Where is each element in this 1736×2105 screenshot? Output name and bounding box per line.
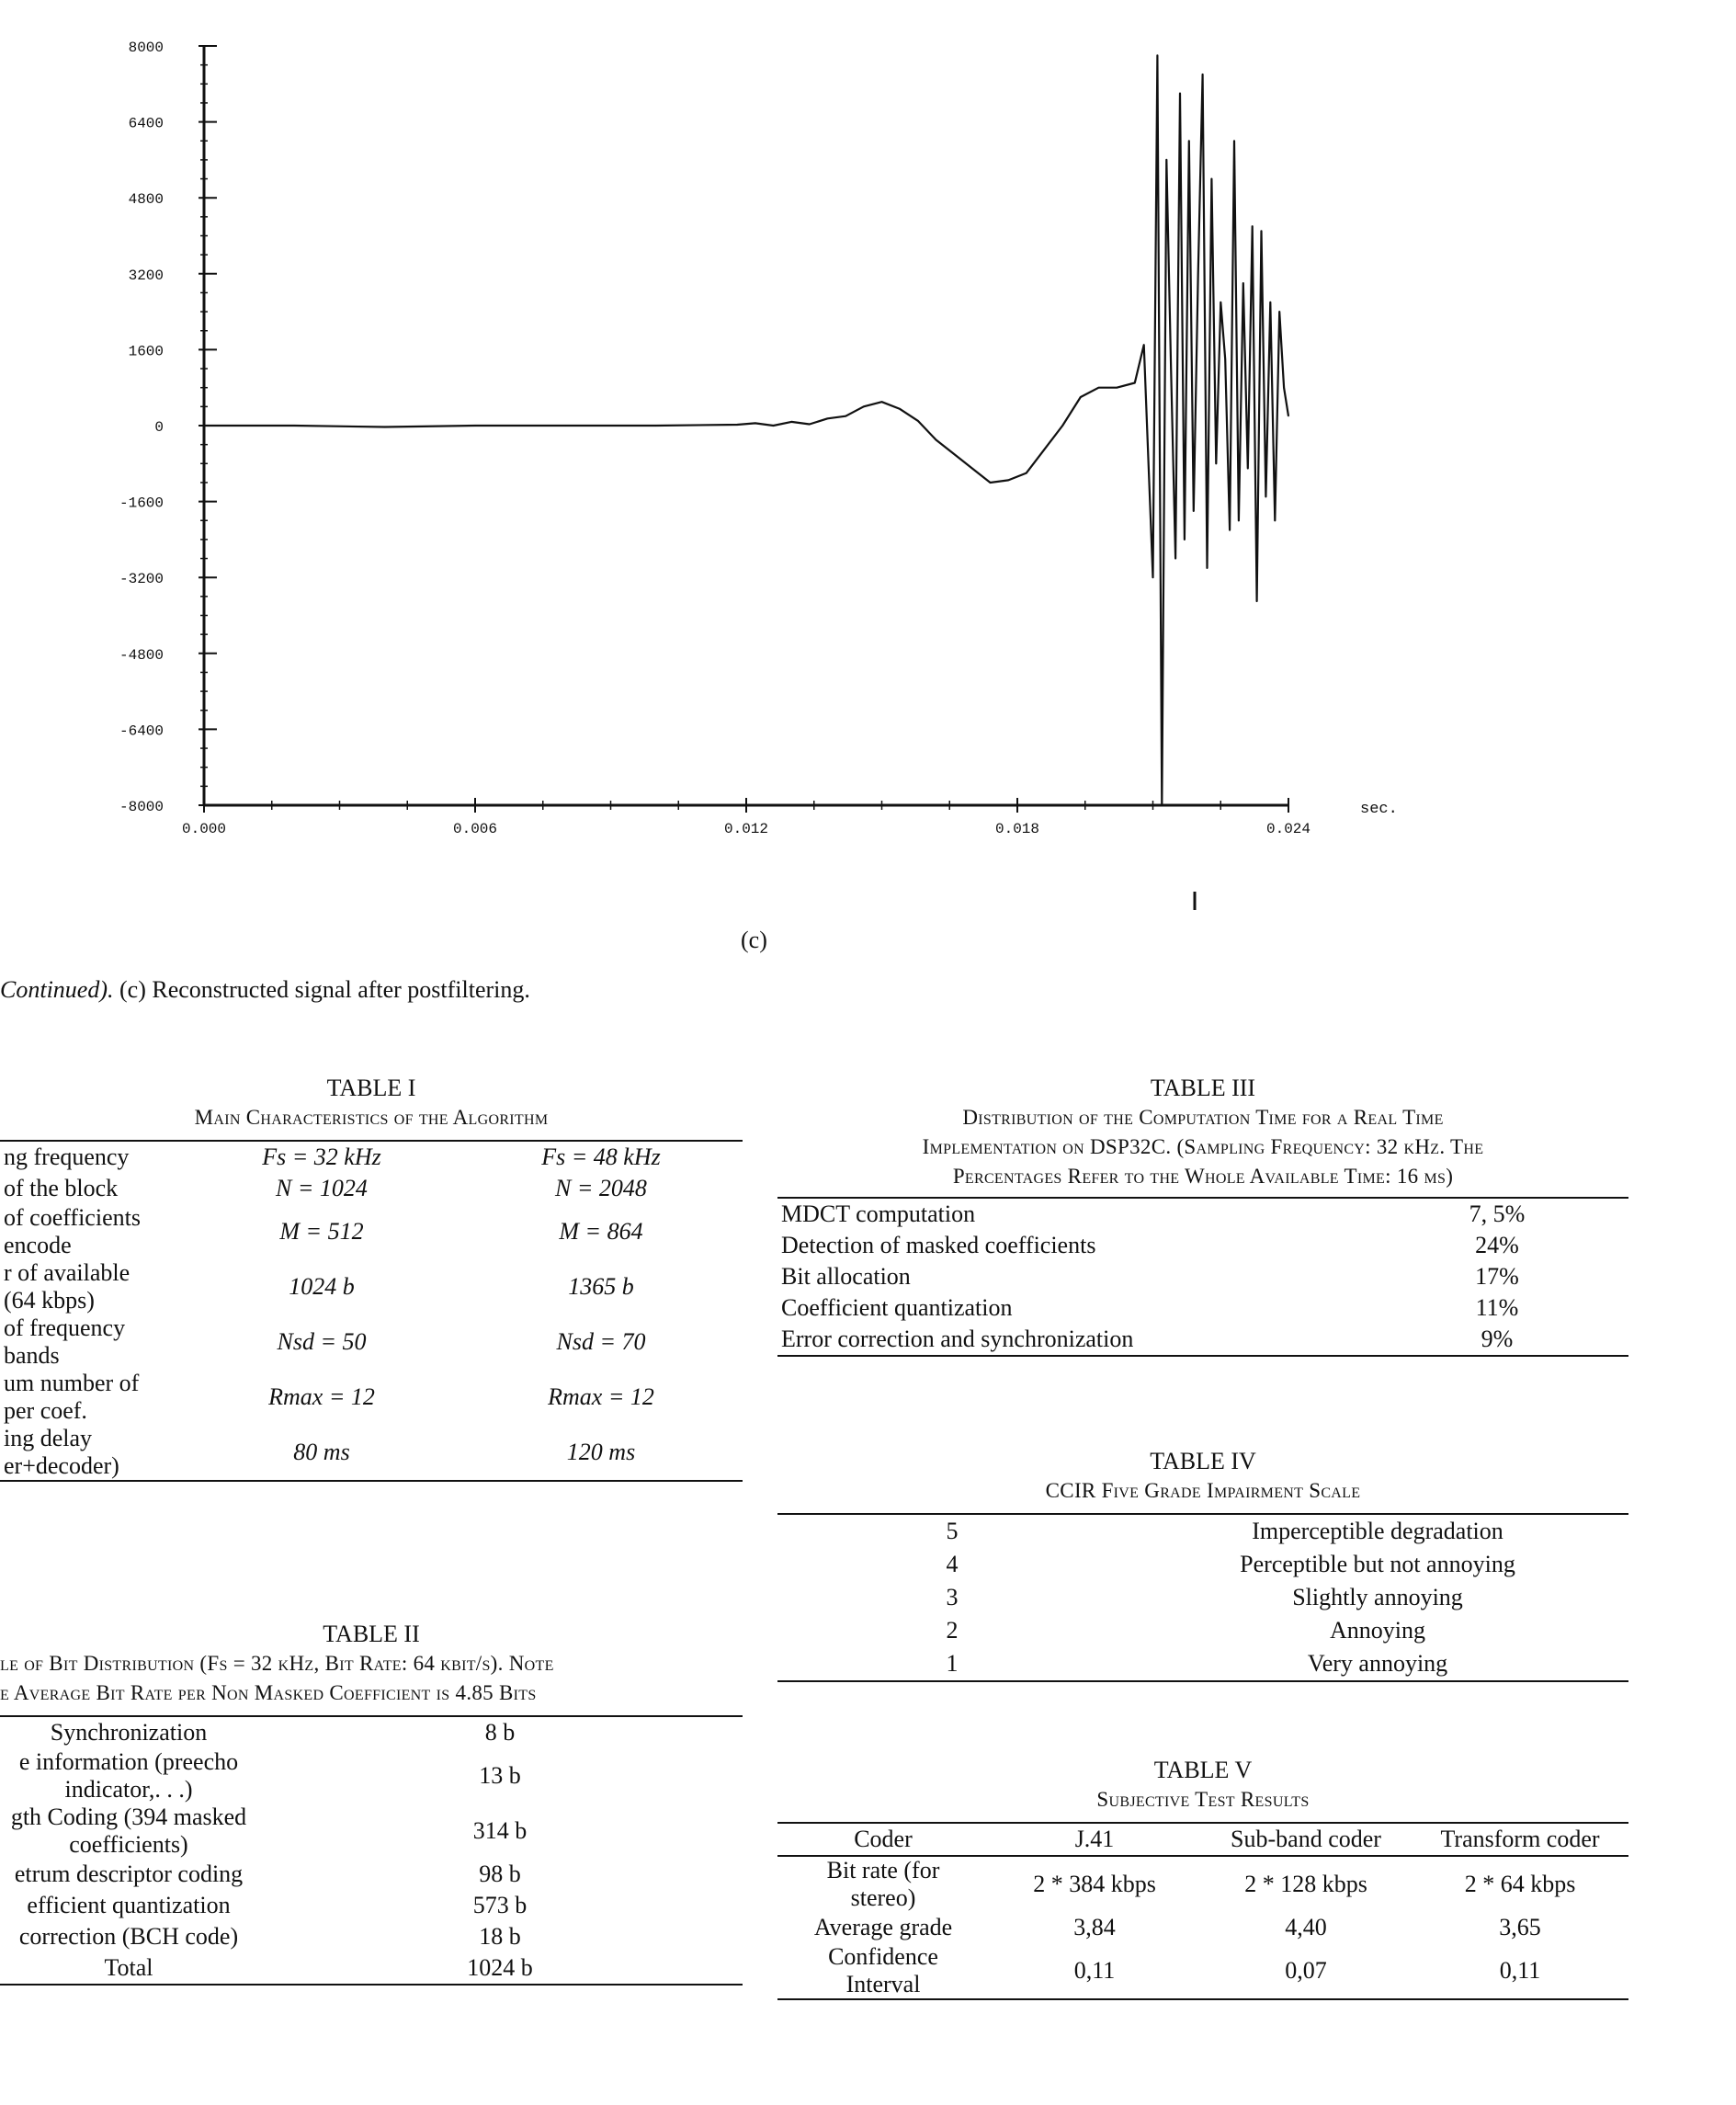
data-point <box>1242 283 1243 284</box>
data-point <box>1284 387 1285 388</box>
row-label: Confidence Interval <box>828 1943 938 1997</box>
y-tick-label: -3200 <box>119 571 164 588</box>
table-2-grid <box>0 1715 743 1986</box>
table-row <box>0 1173 743 1204</box>
row-value: 573 b <box>472 1892 528 1918</box>
data-point <box>1152 577 1153 578</box>
value-subband: 0,07 <box>1285 1957 1327 1984</box>
table-row <box>777 1198 1628 1230</box>
y-tick-label: -4800 <box>119 646 164 664</box>
row-label: Synchronization <box>50 1719 208 1746</box>
x-tick-label: 0.000 <box>181 821 227 837</box>
table-row <box>777 1514 1628 1548</box>
value-transform: 0,11 <box>1499 1957 1541 1984</box>
table-row <box>0 1370 743 1425</box>
data-point <box>773 425 774 426</box>
table-row <box>0 1859 743 1890</box>
data-point <box>1008 480 1009 481</box>
y-tick-label: 3200 <box>128 267 164 284</box>
row-label: Bit allocation <box>781 1263 911 1290</box>
signal-chart <box>0 0 1736 919</box>
row-value: 24% <box>1475 1232 1519 1258</box>
row-value: 17% <box>1475 1263 1519 1290</box>
value-fs48: 1365 b <box>568 1273 634 1300</box>
y-tick-label: 0 <box>154 419 164 436</box>
table-row <box>0 1141 743 1173</box>
table-2-title: TABLE II <box>323 1621 420 1647</box>
data-point <box>917 420 918 421</box>
table-3-subtitle-3: Percentages Refer to the Whole Available Time: 16 ms) <box>952 1165 1454 1188</box>
row-label: Coefficient quantization <box>781 1294 1013 1321</box>
value-fs32: Nsd = 50 <box>277 1328 367 1355</box>
row-label: ing delay er+decoder) <box>4 1425 119 1479</box>
column-header: J.41 <box>1074 1826 1115 1852</box>
data-point <box>990 482 991 483</box>
value-j41: 0,11 <box>1073 1957 1116 1984</box>
table-row <box>777 1647 1628 1681</box>
table-2-subtitle-1: le of Bit Distribution (Fs = 32 kHz, Bit Rate: 64 kbit/s). Note <box>0 1652 554 1675</box>
value-subband: 4,40 <box>1285 1914 1327 1940</box>
table-row <box>0 1204 743 1259</box>
data-point <box>1225 358 1226 359</box>
grade-description: Annoying <box>1330 1617 1425 1644</box>
x-tick-label: 0.024 <box>1265 821 1311 837</box>
data-point <box>1197 273 1198 274</box>
header-row <box>777 1823 1628 1856</box>
x-tick-label: 0.006 <box>452 821 498 837</box>
value-transform: 3,65 <box>1499 1914 1541 1940</box>
table-row <box>0 1425 743 1481</box>
row-label: of frequency bands <box>4 1314 126 1369</box>
data-point <box>1207 567 1208 568</box>
table-row <box>777 1548 1628 1581</box>
data-point <box>1211 178 1212 179</box>
table-row <box>777 1614 1628 1647</box>
data-point <box>1166 159 1167 160</box>
data-point <box>737 424 738 425</box>
row-label: Bit rate (for stereo) <box>826 1857 940 1911</box>
series-group <box>203 55 1288 806</box>
value-fs32: 80 ms <box>293 1439 350 1465</box>
row-label: correction (BCH code) <box>18 1923 239 1950</box>
data-point <box>1162 804 1163 805</box>
row-value: 18 b <box>479 1923 521 1950</box>
table-row <box>777 1856 1628 1912</box>
row-label: gth Coding (394 masked coefficients) <box>10 1803 247 1858</box>
data-point <box>1261 231 1262 232</box>
data-point <box>791 421 792 422</box>
table-row <box>777 1230 1628 1261</box>
table-4-grid <box>777 1513 1628 1682</box>
y-tick-label: 6400 <box>128 115 164 132</box>
table-5 <box>777 1756 1628 2000</box>
data-point <box>1188 141 1189 142</box>
table-4-subtitle: CCIR Five Grade Impairment Scale <box>1045 1479 1361 1502</box>
data-point <box>1143 345 1144 346</box>
value-fs48: N = 2048 <box>555 1175 647 1201</box>
x-tick-label: 0.012 <box>723 821 769 837</box>
data-point <box>881 402 882 403</box>
row-label: Error correction and synchronization <box>781 1326 1134 1352</box>
data-point <box>474 425 475 426</box>
data-point <box>863 406 864 407</box>
table-row <box>0 1716 743 1748</box>
row-value: 9% <box>1481 1326 1514 1352</box>
table-1-grid <box>0 1140 743 1482</box>
table-3 <box>777 1074 1628 1357</box>
data-point <box>1117 387 1118 388</box>
figure-caption: Continued). (c) Reconstructed signal after postfiltering. <box>0 976 530 1003</box>
table-row <box>777 1261 1628 1292</box>
x-tick-label: 0.018 <box>994 821 1040 837</box>
data-point <box>1175 558 1176 559</box>
table-1-subtitle: Main Characteristics of the Algorithm <box>194 1106 549 1129</box>
grade: 5 <box>946 1518 959 1544</box>
row-value: 13 b <box>479 1762 521 1789</box>
row-value: 11% <box>1475 1294 1519 1321</box>
data-point <box>294 425 295 426</box>
data-point <box>1026 472 1027 473</box>
value-fs32: Rmax = 12 <box>268 1383 375 1410</box>
table-row <box>0 1921 743 1952</box>
series-line <box>204 55 1288 805</box>
y-tick-label: 4800 <box>128 191 164 209</box>
table-row <box>0 1748 743 1803</box>
data-point <box>954 453 955 454</box>
data-point <box>1080 396 1081 397</box>
data-point <box>1238 520 1239 521</box>
grade: 4 <box>946 1551 959 1577</box>
y-tick-label: 1600 <box>128 343 164 360</box>
value-fs32: N = 1024 <box>276 1175 368 1201</box>
data-point <box>971 468 972 469</box>
grade: 1 <box>946 1650 959 1677</box>
table-1 <box>0 1074 743 1482</box>
y-axis <box>119 40 217 815</box>
value-fs32: M = 512 <box>279 1218 364 1245</box>
data-point <box>565 425 566 426</box>
grade: 3 <box>946 1584 959 1610</box>
row-label: um number of per coef. <box>4 1370 140 1424</box>
grade: 2 <box>946 1617 959 1644</box>
grade-description: Perceptible but not annoying <box>1240 1551 1515 1577</box>
table-3-title: TABLE III <box>1150 1075 1256 1101</box>
data-point <box>1134 382 1135 383</box>
grade-description: Slightly annoying <box>1292 1584 1463 1610</box>
data-point <box>1279 312 1280 313</box>
row-label: e information (preecho indicator,. . .) <box>18 1748 239 1803</box>
row-label: ng frequency <box>4 1144 130 1170</box>
table-3-grid <box>777 1197 1628 1357</box>
table-5-title: TABLE V <box>1153 1757 1253 1783</box>
row-value: 1024 b <box>467 1954 533 1981</box>
data-point <box>1265 496 1266 497</box>
value-transform: 2 * 64 kbps <box>1464 1871 1576 1897</box>
y-tick-label: -6400 <box>119 723 164 740</box>
row-label: Total <box>104 1954 153 1981</box>
row-label: of the block <box>4 1175 119 1201</box>
data-point <box>1230 529 1231 530</box>
panel-label: (c) <box>741 927 767 953</box>
row-label: of coefficients encode <box>4 1204 141 1258</box>
row-label: r of available (64 kbps) <box>4 1259 130 1314</box>
table-row <box>777 1324 1628 1356</box>
value-j41: 2 * 384 kbps <box>1033 1871 1156 1897</box>
table-5-subtitle: Subjective Test Results <box>1096 1788 1310 1811</box>
data-point <box>1216 463 1217 464</box>
y-tick-label: 8000 <box>128 40 164 56</box>
row-value: 7, 5% <box>1469 1200 1526 1227</box>
data-point <box>203 425 204 426</box>
data-point <box>655 425 656 426</box>
column-header: Coder <box>854 1826 913 1852</box>
table-row <box>0 1314 743 1370</box>
data-point <box>845 415 846 416</box>
table-row <box>0 1259 743 1314</box>
y-tick-label: -1600 <box>119 495 164 512</box>
table-row <box>0 1952 743 1985</box>
x-axis <box>182 798 1311 837</box>
grade-description: Very annoying <box>1307 1650 1448 1677</box>
value-fs32: Fs = 32 kHz <box>262 1144 381 1170</box>
table-4-title: TABLE IV <box>1150 1448 1256 1474</box>
data-point <box>1252 226 1253 227</box>
data-point <box>1062 425 1063 426</box>
data-point <box>1171 369 1172 370</box>
row-label: efficient quantization <box>27 1892 231 1918</box>
row-value: 98 b <box>479 1860 521 1887</box>
data-point <box>827 418 828 419</box>
column-header: Sub-band coder <box>1231 1826 1381 1852</box>
row-label: Detection of masked coefficients <box>781 1232 1096 1258</box>
data-point <box>809 424 810 425</box>
value-fs48: M = 864 <box>559 1218 643 1245</box>
table-row <box>777 1292 1628 1324</box>
x-axis-label: sec. <box>1360 801 1398 818</box>
value-fs48: 120 ms <box>566 1439 636 1465</box>
grade-description: Imperceptible degradation <box>1252 1518 1503 1544</box>
value-fs48: Rmax = 12 <box>548 1383 654 1410</box>
table-5-grid <box>777 1822 1628 2000</box>
row-label: etrum descriptor coding <box>14 1860 244 1887</box>
data-point <box>900 408 901 409</box>
data-point <box>1233 141 1234 142</box>
row-value: 8 b <box>484 1719 516 1746</box>
value-subband: 2 * 128 kbps <box>1244 1871 1367 1897</box>
y-tick-label: -8000 <box>119 799 164 815</box>
table-row <box>777 1943 1628 1999</box>
value-j41: 3,84 <box>1073 1914 1116 1940</box>
table-2-subtitle-2: e Average Bit Rate per Non Masked Coefficient is 4.85 Bits <box>0 1681 537 1704</box>
row-value: 314 b <box>472 1817 528 1844</box>
table-4 <box>777 1447 1628 1682</box>
value-fs48: Nsd = 70 <box>556 1328 646 1355</box>
data-point <box>1193 510 1194 511</box>
value-fs32: 1024 b <box>289 1273 355 1300</box>
table-row <box>777 1912 1628 1943</box>
table-2 <box>0 1620 743 1986</box>
table-3-subtitle-1: Distribution of the Computation Time for a Real Time <box>962 1106 1444 1129</box>
data-point <box>1179 93 1180 94</box>
column-header: Transform coder <box>1440 1826 1600 1852</box>
table-row <box>0 1803 743 1859</box>
table-row <box>0 1890 743 1921</box>
row-label: MDCT computation <box>781 1200 976 1227</box>
data-point <box>1098 387 1099 388</box>
data-point <box>1256 600 1257 601</box>
data-point <box>1157 55 1158 56</box>
data-point <box>1184 539 1185 540</box>
row-label: Average grade <box>813 1914 953 1940</box>
table-3-subtitle-2: Implementation on DSP32C. (Sampling Frequency: 32 kHz. The <box>922 1135 1484 1158</box>
data-point <box>1247 468 1248 469</box>
table-row <box>777 1581 1628 1614</box>
value-fs48: Fs = 48 kHz <box>541 1144 661 1170</box>
table-1-title: TABLE I <box>326 1075 416 1101</box>
data-point <box>1275 520 1276 521</box>
